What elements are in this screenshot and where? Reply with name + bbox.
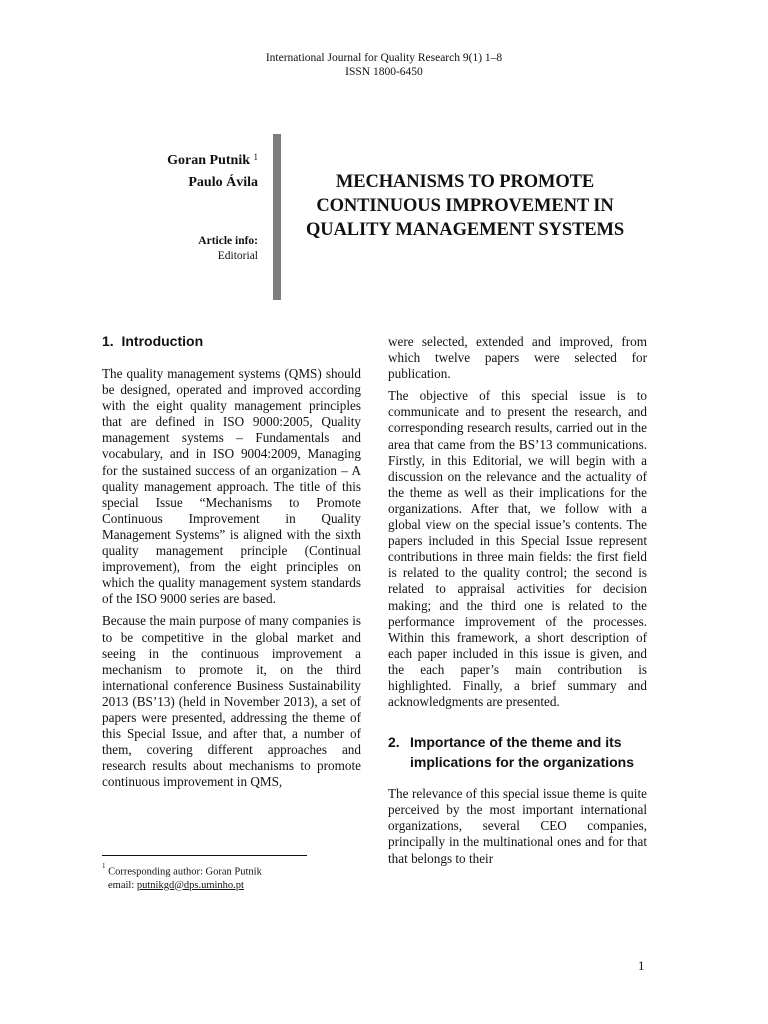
right-column [388, 334, 647, 873]
section-1-heading [102, 333, 203, 349]
author-1 [167, 150, 258, 172]
journal-name: International Journal for Quality Research 9(1) 1–8 [265, 52, 503, 64]
footnote-text: Corresponding author: Goran Putnik [108, 866, 262, 878]
journal-header [0, 51, 768, 79]
paper-title: MECHANISMS TO PROMOTE CONTINUOUS IMPROVEMENT IN QUALITY MANAGEMENT SYSTEMS [305, 172, 625, 240]
page-number: 1 [638, 958, 645, 973]
footnote-email-link[interactable]: putnikgd@dps.uminho.pt [136, 879, 244, 891]
author-1-sup: 1 [253, 152, 258, 162]
intro-paragraph-2: Because the main purpose of many companies is to be competitive in the global market and seeing in the continuous improvement a mechanism to promote it, on the third international conference Business Sustainability 2013 (BS’13) (held in November 2013), a set of papers were presented, addressing the theme of this Special Issue, and after that, a number of them, covering different approaches and research results about mechanisms to promote continuous improvement in QMS, [102, 613, 361, 790]
author-list [167, 150, 258, 194]
section-2-number: 2. [388, 734, 400, 751]
article-info [198, 234, 258, 264]
footnote-line-1 [102, 862, 262, 879]
section-2-paragraph-1: The relevance of this special issue theme is quite perceived by the most important international organizations, several CEO companies, principally in the multinational ones and for that that belongs to their [388, 786, 647, 866]
section-2-title: Importance of the theme and its implications for the organizations [410, 734, 635, 771]
title-divider-bar [273, 134, 281, 300]
intro-paragraph-4: The objective of this special issue is to communicate and to present the research, and corresponding research results, carried out in the area that came from the BS’13 communications. Firstly, in this Editorial, we will begin with a discussion on the relevance and the actuality of the theme as well as their implications for the organizations. After that, we follow with a global view on the special issue’s contents. The papers included in this Special Issue represent contributions in three main fields: the first field is related to the quality control; the second is related to appraisal activities for decision making; and the third one is related to the performance improvement of the processes. Within this framework, a short description of each paper included in this issue is given, and the each paper’s main contribution is highlighted. Finally, a brief summary and acknowledgments are presented. [388, 388, 647, 710]
intro-paragraph-3: were selected, extended and improved, from which twelve papers were selected for publication. [388, 334, 647, 382]
author-1-name: Goran Putnik [167, 153, 250, 168]
issn: ISSN 1800-6450 [345, 66, 423, 78]
section-1-number: 1. [102, 333, 114, 349]
left-column [102, 366, 361, 796]
footnote [102, 862, 262, 892]
section-1-title: Introduction [121, 333, 204, 349]
footnote-email-label: email: [108, 879, 135, 891]
article-info-label: Article info: [198, 235, 258, 247]
footnote-line-2 [102, 879, 262, 892]
intro-paragraph-1: The quality management systems (QMS) should be designed, operated and improved according with the eight quality management principles that are defined in ISO 9000:2005, Quality management systems – Fundamentals and vocabulary, and in ISO 9004:2009, Managing for the sustained success of an organization – A quality management approach. The title of this special Issue “Mechanisms to Promote Continuous Improvement in Quality Management Systems” is aligned with the sixth quality management principle (Continual improvement), from the eight principles on which the quality management system standards of the ISO 9000 series are based. [102, 366, 361, 607]
article-info-value: Editorial [217, 250, 258, 262]
footnote-sup: 1 [102, 862, 106, 870]
section-2-heading [388, 732, 647, 772]
author-2-name: Paulo Ávila [188, 175, 258, 190]
author-2 [167, 172, 258, 194]
footnote-rule [102, 855, 307, 856]
